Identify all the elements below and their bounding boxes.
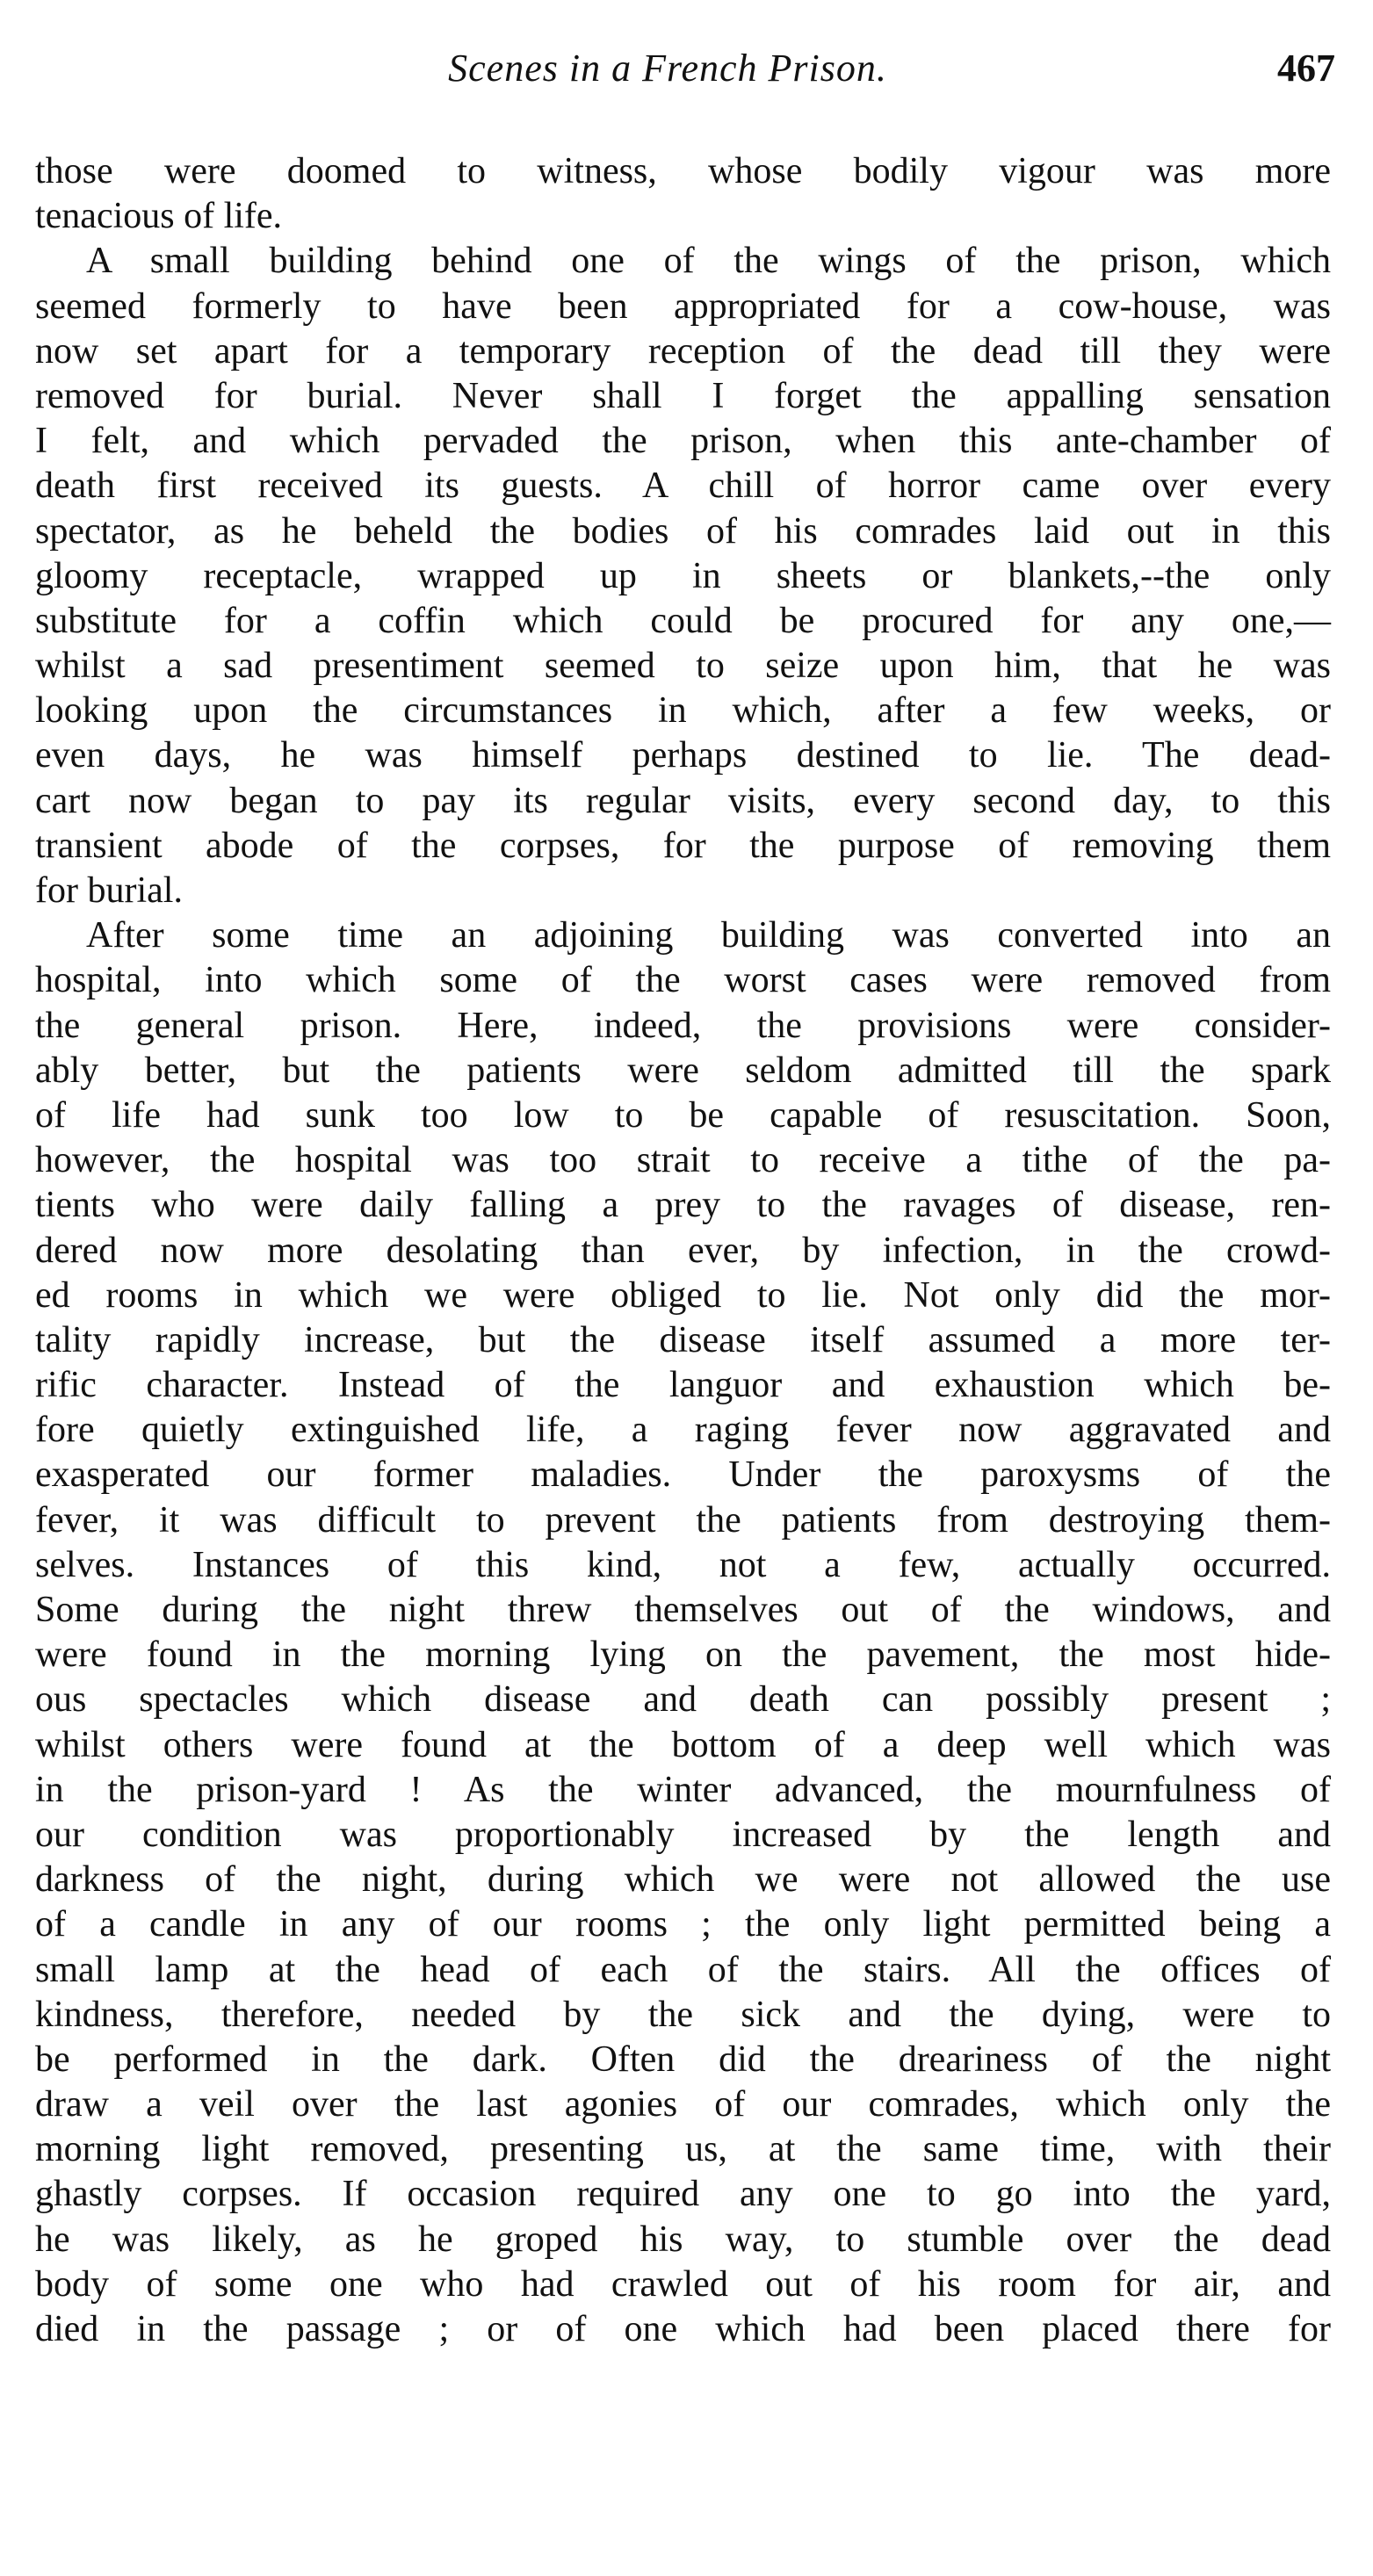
text-line: tality rapidly increase, but the disease itself assumed a more ter- bbox=[35, 1319, 1331, 1360]
text-line: I felt, and which pervaded the prison, when this ante-chamber of bbox=[35, 421, 1331, 462]
text-line: dered now more desolating than ever, by infection, in the crowd- bbox=[35, 1230, 1331, 1271]
text-line: ous spectacles which disease and death can possibly present ; bbox=[35, 1679, 1331, 1721]
text-line: whilst others were found at the bottom of a deep well which was bbox=[35, 1724, 1331, 1765]
text-line: seemed formerly to have been appropriated for a cow-house, was bbox=[35, 285, 1331, 327]
text-line: he was likely, as he groped his way, to stumble over the dead bbox=[35, 2219, 1331, 2260]
text-line: gloomy receptacle, wrapped up in sheets or blankets,--the only bbox=[35, 555, 1331, 596]
text-line: body of some one who had crawled out of his room for air, and bbox=[35, 2263, 1331, 2305]
running-title: Scenes in a French Prison. bbox=[448, 47, 887, 90]
text-line: of life had sunk too low to be capable of resuscitation. Soon, bbox=[35, 1094, 1331, 1136]
text-line: ed rooms in which we were obliged to lie. Not only did the mor- bbox=[35, 1274, 1331, 1316]
text-line: in the prison-yard ! As the winter advanced, the mournfulness of bbox=[35, 1769, 1331, 1810]
text-line: our condition was proportionably increased by the length and bbox=[35, 1814, 1331, 1855]
text-line: darkness of the night, during which we were not allowed the use bbox=[35, 1859, 1331, 1901]
text-line: looking upon the circumstances in which, after a few weeks, or bbox=[35, 690, 1331, 732]
page-number: 467 bbox=[1277, 47, 1335, 90]
text-line: cart now began to pay its regular visits, every second day, to this bbox=[35, 780, 1331, 821]
text-line: substitute for a coffin which could be procured for any one,— bbox=[35, 600, 1331, 641]
text-line: transient abode of the corpses, for the purpose of removing them bbox=[35, 825, 1331, 866]
text-line: fever, it was difficult to prevent the patients from destroying them- bbox=[35, 1499, 1331, 1541]
text-line: Some during the night threw themselves out of the windows, and bbox=[35, 1590, 1331, 1630]
text-line: removed for burial. Never shall I forget the appalling sensation bbox=[35, 375, 1331, 416]
text-line: kindness, therefore, needed by the sick and the dying, were to bbox=[35, 1994, 1331, 2035]
text-line: exasperated our former maladies. Under the paroxysms of the bbox=[35, 1454, 1331, 1496]
text-line: even days, he was himself perhaps destined to lie. The dead- bbox=[35, 735, 1331, 776]
text-line: whilst a sad presentiment seemed to seize upon him, that he was bbox=[35, 646, 1331, 687]
text-line: however, the hospital was too strait to receive a tithe of the pa- bbox=[35, 1140, 1331, 1181]
text-line: were found in the morning lying on the pavement, the most hide- bbox=[35, 1634, 1331, 1676]
text-line: tients who were daily falling a prey to the ravages of disease, ren- bbox=[35, 1185, 1331, 1226]
text-line: death first received its guests. A chill of horror came over every bbox=[35, 465, 1331, 507]
running-head bbox=[35, 46, 1335, 98]
text-line: small lamp at the head of each of the stairs. All the offices of bbox=[35, 1949, 1331, 1990]
text-line: of a candle in any of our rooms ; the only light permitted being a bbox=[35, 1904, 1331, 1945]
text-line: ghastly corpses. If occasion required any one to go into the yard, bbox=[35, 2174, 1331, 2215]
text-line: spectator, as he beheld the bodies of his comrades laid out in this bbox=[35, 510, 1331, 552]
text-line: died in the passage ; or of one which had been placed there for bbox=[35, 2309, 1331, 2349]
text-line: After some time an adjoining building was converted into an bbox=[86, 915, 1331, 956]
text-line: morning light removed, presenting us, at the same time, with their bbox=[35, 2129, 1331, 2170]
body-text bbox=[35, 149, 1331, 2352]
text-line: selves. Instances of this kind, not a few, actually occurred. bbox=[35, 1544, 1331, 1585]
text-line: A small building behind one of the wings of the prison, which bbox=[86, 241, 1331, 282]
text-line: for burial. bbox=[35, 870, 183, 911]
text-line: tenacious of life. bbox=[35, 196, 283, 237]
text-line: rific character. Instead of the languor and exhaustion which be- bbox=[35, 1365, 1331, 1406]
text-line: ably better, but the patients were seldom admitted till the spark bbox=[35, 1050, 1331, 1091]
text-line: be performed in the dark. Often did the dreariness of the night bbox=[35, 2038, 1331, 2080]
text-line: hospital, into which some of the worst cases were removed from bbox=[35, 960, 1331, 1001]
text-line: the general prison. Here, indeed, the provisions were consider- bbox=[35, 1005, 1331, 1046]
text-line: fore quietly extinguished life, a raging fever now aggravated and bbox=[35, 1410, 1331, 1451]
text-line: those were doomed to witness, whose bodily vigour was more bbox=[35, 151, 1331, 191]
text-line: draw a veil over the last agonies of our comrades, which only the bbox=[35, 2084, 1331, 2125]
text-line: now set apart for a temporary reception of the dead till they were bbox=[35, 330, 1331, 372]
